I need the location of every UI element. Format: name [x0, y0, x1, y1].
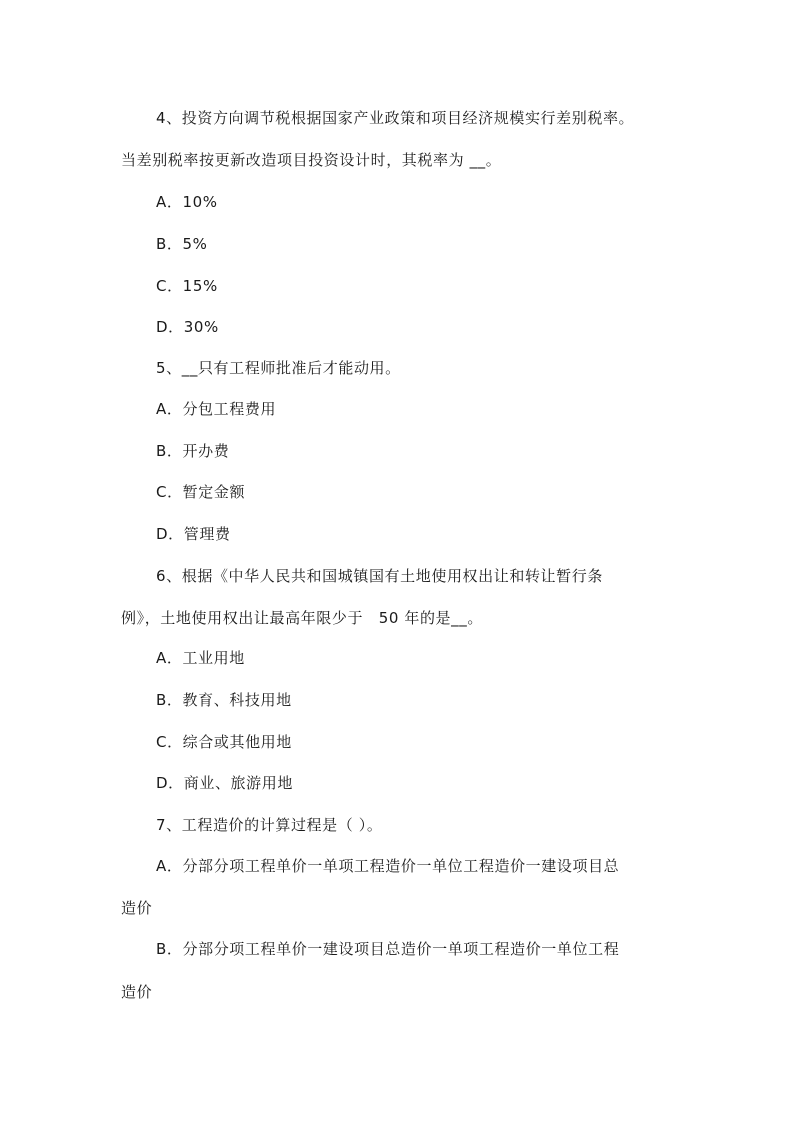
- question-7-option-a: A．分部分项工程单价一单项工程造价一单位工程造价一建设项目总: [156, 857, 620, 875]
- question-7-option-a-cont: 造价: [121, 899, 153, 917]
- question-6-option-d: D．商业、旅游用地: [156, 774, 293, 792]
- question-7-option-b: B．分部分项工程单价一建设项目总造价一单项工程造价一单位工程: [156, 940, 620, 958]
- question-5-option-d: D．管理费: [156, 525, 231, 543]
- question-4-stem-cont: 当差别税率按更新改造项目投资设计时，其税率为 __。: [121, 151, 502, 169]
- question-4-stem: 4、投资方向调节税根据国家产业政策和项目经济规模实行差别税率。: [156, 109, 635, 127]
- question-4-option-c: C．15%: [156, 277, 218, 295]
- question-6-stem-cont: 例》，土地使用权出让最高年限少于 50 年的是__。: [121, 609, 483, 627]
- question-5-option-c: C．暂定金额: [156, 483, 246, 501]
- question-7-stem: 7、工程造价的计算过程是（ ）。: [156, 816, 383, 834]
- question-5-option-a: A．分包工程费用: [156, 400, 277, 418]
- question-4-option-d: D．30%: [156, 318, 219, 336]
- question-4-option-b: B．5%: [156, 235, 208, 253]
- question-5-option-b: B．开办费: [156, 442, 230, 460]
- question-6-stem: 6、根据《中华人民共和国城镇国有土地使用权出让和转让暂行条: [156, 567, 603, 585]
- question-7-option-b-cont: 造价: [121, 983, 153, 1001]
- question-6-option-b: B．教育、科技用地: [156, 691, 292, 709]
- question-6-option-c: C．综合或其他用地: [156, 733, 292, 751]
- question-4-option-a: A．10%: [156, 193, 218, 211]
- question-6-option-a: A．工业用地: [156, 649, 245, 667]
- question-5-stem: 5、__只有工程师批准后才能动用。: [156, 359, 401, 377]
